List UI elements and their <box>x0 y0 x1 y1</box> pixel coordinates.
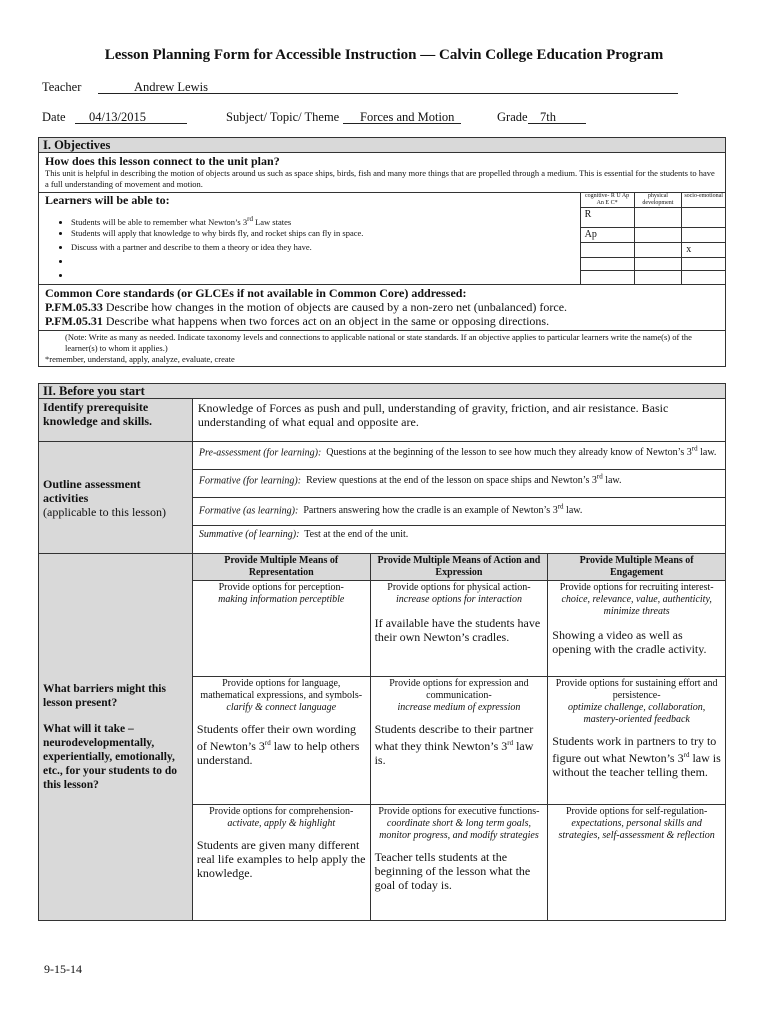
before-table <box>38 383 726 921</box>
udl-header-engagement: Provide Multiple Means of Engagement <box>548 554 726 581</box>
udl-prompt: Provide options for expression and communication- <box>389 678 529 701</box>
udl-prompt: Provide options for recruiting interest- <box>559 582 714 593</box>
phys-cell[interactable] <box>634 243 682 258</box>
udl-prompt: Provide options for self-regulation- <box>565 806 708 817</box>
grade-label: Grade <box>497 110 528 124</box>
pre-assessment-cell[interactable] <box>192 442 725 470</box>
note-cell <box>39 330 726 366</box>
formative-for-label: Formative (for learning): <box>198 475 302 487</box>
udl-prompt-italic: increase medium of expression <box>397 702 521 713</box>
learners-table <box>39 193 725 284</box>
teacher-value: Andrew Lewis <box>134 80 208 94</box>
soc-cell[interactable]: x <box>682 243 725 258</box>
pre-assessment-text: Questions at the beginning of the lesson to see how much they already know of Newton’s 3rd law. <box>326 445 717 459</box>
objectives-heading: I. Objectives <box>39 138 726 153</box>
udl-prompt-italic: coordinate short & long term goals, monitor progress, and modify strategies <box>379 818 539 841</box>
phys-cell[interactable] <box>634 208 682 228</box>
standard-code: P.FM.05.33 <box>45 299 103 314</box>
udl-prompt: Provide options for executive functions- <box>378 806 540 817</box>
udl-cell[interactable] <box>192 805 370 921</box>
udl-prompt-italic: clarify & connect language <box>226 702 337 713</box>
phys-cell[interactable] <box>634 228 682 243</box>
unit-connection-cell <box>39 153 726 193</box>
pre-assessment-label: Pre-assessment (for learning): <box>198 447 322 459</box>
udl-prompt-italic: activate, apply & highlight <box>227 818 336 829</box>
taxonomy-footnote: *remember, understand, apply, analyze, evaluate, create <box>45 353 235 364</box>
standard-item <box>45 314 719 328</box>
subject-label: Subject/ Topic/ Theme <box>226 110 340 124</box>
date-field[interactable] <box>75 110 187 124</box>
col-cognitive-header: cognitive- R U Ap An E C* <box>580 193 634 208</box>
prereq-text[interactable]: Knowledge of Forces as push and pull, understanding of gravity, friction, and air resistance. Basic understanding of what equal and opposite are. <box>192 399 725 442</box>
udl-answer: Showing a video as well as opening with the cradle activity. <box>552 628 707 656</box>
udl-prompt: Provide options for perception- <box>218 582 344 593</box>
date-label: Date <box>42 110 66 124</box>
unit-answer: This unit is helpful in describing the motion of objects around us such as space ships, birds, fish and many more things that are propelled through a medium. This is essential for the students to have a full understanding of movement and motion. <box>45 168 715 189</box>
udl-header-representation: Provide Multiple Means of Representation <box>192 554 370 581</box>
udl-cell[interactable] <box>548 581 726 677</box>
soc-cell[interactable] <box>682 208 725 228</box>
grade-value: 7th <box>540 110 556 124</box>
grade-field[interactable] <box>528 110 586 124</box>
udl-answer: Students describe to their partner what they think Newton’s 3rd law is. <box>374 722 534 767</box>
learner-objective <box>71 254 574 268</box>
udl-answer: Students offer their own wording of Newton’s 3rd law to help others understand. <box>196 722 360 767</box>
subject-value: Forces and Motion <box>360 110 455 124</box>
objectives-table <box>38 137 726 367</box>
udl-prompt-italic: expectations, personal skills and strategies, self-assessment & reflection <box>558 818 715 841</box>
udl-prompt-italic: increase options for interaction <box>395 594 522 605</box>
udl-prompt-italic: choice, relevance, value, authenticity, minimize threats <box>561 594 712 617</box>
footer-date: 9-15-14 <box>44 962 82 976</box>
requirements-question: What will it take – neurodevelopmentally, experientially, emotionally, etc., for your students to do this lesson? <box>43 723 178 791</box>
standards-cell <box>39 284 726 330</box>
udl-answer: Teacher tells students at the beginning of the lesson what the goal of today is. <box>374 850 531 892</box>
learner-objective <box>71 268 574 282</box>
standard-text: Describe how changes in the motion of objects are caused by a non-zero net (unbalanced) force. <box>105 299 568 314</box>
cog-cell[interactable] <box>580 243 634 258</box>
learners-heading: Learners will be able to: <box>45 193 170 207</box>
before-heading: II. Before you start <box>39 384 726 399</box>
udl-prompt: Provide options for physical action- <box>387 582 531 593</box>
cog-cell[interactable] <box>580 258 634 271</box>
cog-cell[interactable]: R <box>580 208 634 228</box>
udl-cell[interactable] <box>370 581 548 677</box>
date-value: 04/13/2015 <box>89 110 146 124</box>
prereq-label: Identify prerequisite knowledge and skills. <box>39 399 193 442</box>
assessment-label-cell <box>39 442 193 554</box>
col-socio-header: socio-emotional <box>682 193 725 208</box>
standard-text: Describe what happens when two forces act on an object in the same or opposing directions. <box>105 313 550 328</box>
soc-cell[interactable] <box>682 258 725 271</box>
summative-cell[interactable] <box>192 526 725 554</box>
udl-cell[interactable] <box>370 677 548 805</box>
formative-for-cell[interactable] <box>192 470 725 498</box>
formative-as-text: Partners answering how the cradle is an example of Newton’s 3rd law. <box>303 503 583 517</box>
udl-prompt: Provide options for language, mathematical expressions, and symbols- <box>200 678 363 701</box>
soc-cell[interactable] <box>682 271 725 284</box>
subject-field[interactable] <box>343 110 461 124</box>
standard-item <box>45 300 719 314</box>
udl-prompt-italic: making information perceptible <box>218 594 345 605</box>
phys-cell[interactable] <box>634 258 682 271</box>
summative-label: Summative (of learning): <box>198 529 300 540</box>
udl-cell[interactable] <box>548 805 726 921</box>
learners-cell <box>39 193 726 285</box>
formative-as-label: Formative (as learning): <box>198 505 299 517</box>
udl-header-action: Provide Multiple Means of Action and Expression <box>370 554 548 581</box>
teacher-label: Teacher <box>42 80 82 94</box>
note-text: (Note: Write as many as needed. Indicate taxonomy levels and connections to applicable national or state standards. If an objective applies to particular learners write the name(s) of the learner(s) to whom it applies.) <box>65 331 692 353</box>
barriers-question: What barriers might this lesson present? <box>43 683 166 709</box>
phys-cell[interactable] <box>634 271 682 284</box>
udl-prompt: Provide options for sustaining effort and persistence- <box>555 678 718 701</box>
unit-question: How does this lesson connect to the unit plan? <box>45 154 280 168</box>
udl-cell[interactable] <box>192 581 370 677</box>
udl-cell[interactable] <box>548 677 726 805</box>
standard-code: P.FM.05.31 <box>45 313 103 328</box>
udl-cell[interactable] <box>370 805 548 921</box>
page-title: Lesson Planning Form for Accessible Instruction — Calvin College Education Program <box>104 47 664 63</box>
udl-cell[interactable] <box>192 677 370 805</box>
learner-objective: • Students will be able to remember what Newton’s 3rd Law states <box>71 212 574 226</box>
standards-heading: Common Core standards (or GLCEs if not available in Common Core) addressed: <box>45 285 467 300</box>
udl-answer: Students work in partners to try to figure out what Newton’s 3rd law is without the teacher telling them. <box>552 734 721 779</box>
learners-list-cell <box>39 193 580 284</box>
udl-answer: Students are given many different real life examples to help apply the knowledge. <box>196 838 366 880</box>
soc-cell[interactable] <box>682 228 725 243</box>
cog-cell[interactable] <box>580 271 634 284</box>
assessment-label: Outline assessment activities <box>43 476 141 505</box>
learners-list <box>45 212 574 282</box>
formative-as-cell[interactable] <box>192 498 725 526</box>
assessment-sub: (applicable to this lesson) <box>43 504 166 519</box>
barriers-cell <box>39 554 193 921</box>
teacher-field[interactable] <box>98 80 678 94</box>
col-physical-header: physical development <box>634 193 682 208</box>
learner-objective: • Students will apply that knowledge to why birds fly, and rocket ships can fly in space. <box>71 226 574 240</box>
udl-answer: If available have the students have their own Newton’s cradles. <box>374 616 541 644</box>
summative-text: Test at the end of the unit. <box>304 529 409 540</box>
udl-prompt: Provide options for comprehension- <box>209 806 354 817</box>
udl-prompt-italic: optimize challenge, collaboration, mastery-oriented feedback <box>568 702 706 725</box>
learner-objective: • Discuss with a partner and describe to them a theory or idea they have. <box>71 240 574 254</box>
formative-for-text: Review questions at the end of the lesson on space ships and Newton’s 3rd law. <box>306 473 622 487</box>
cog-cell[interactable]: Ap <box>580 228 634 243</box>
